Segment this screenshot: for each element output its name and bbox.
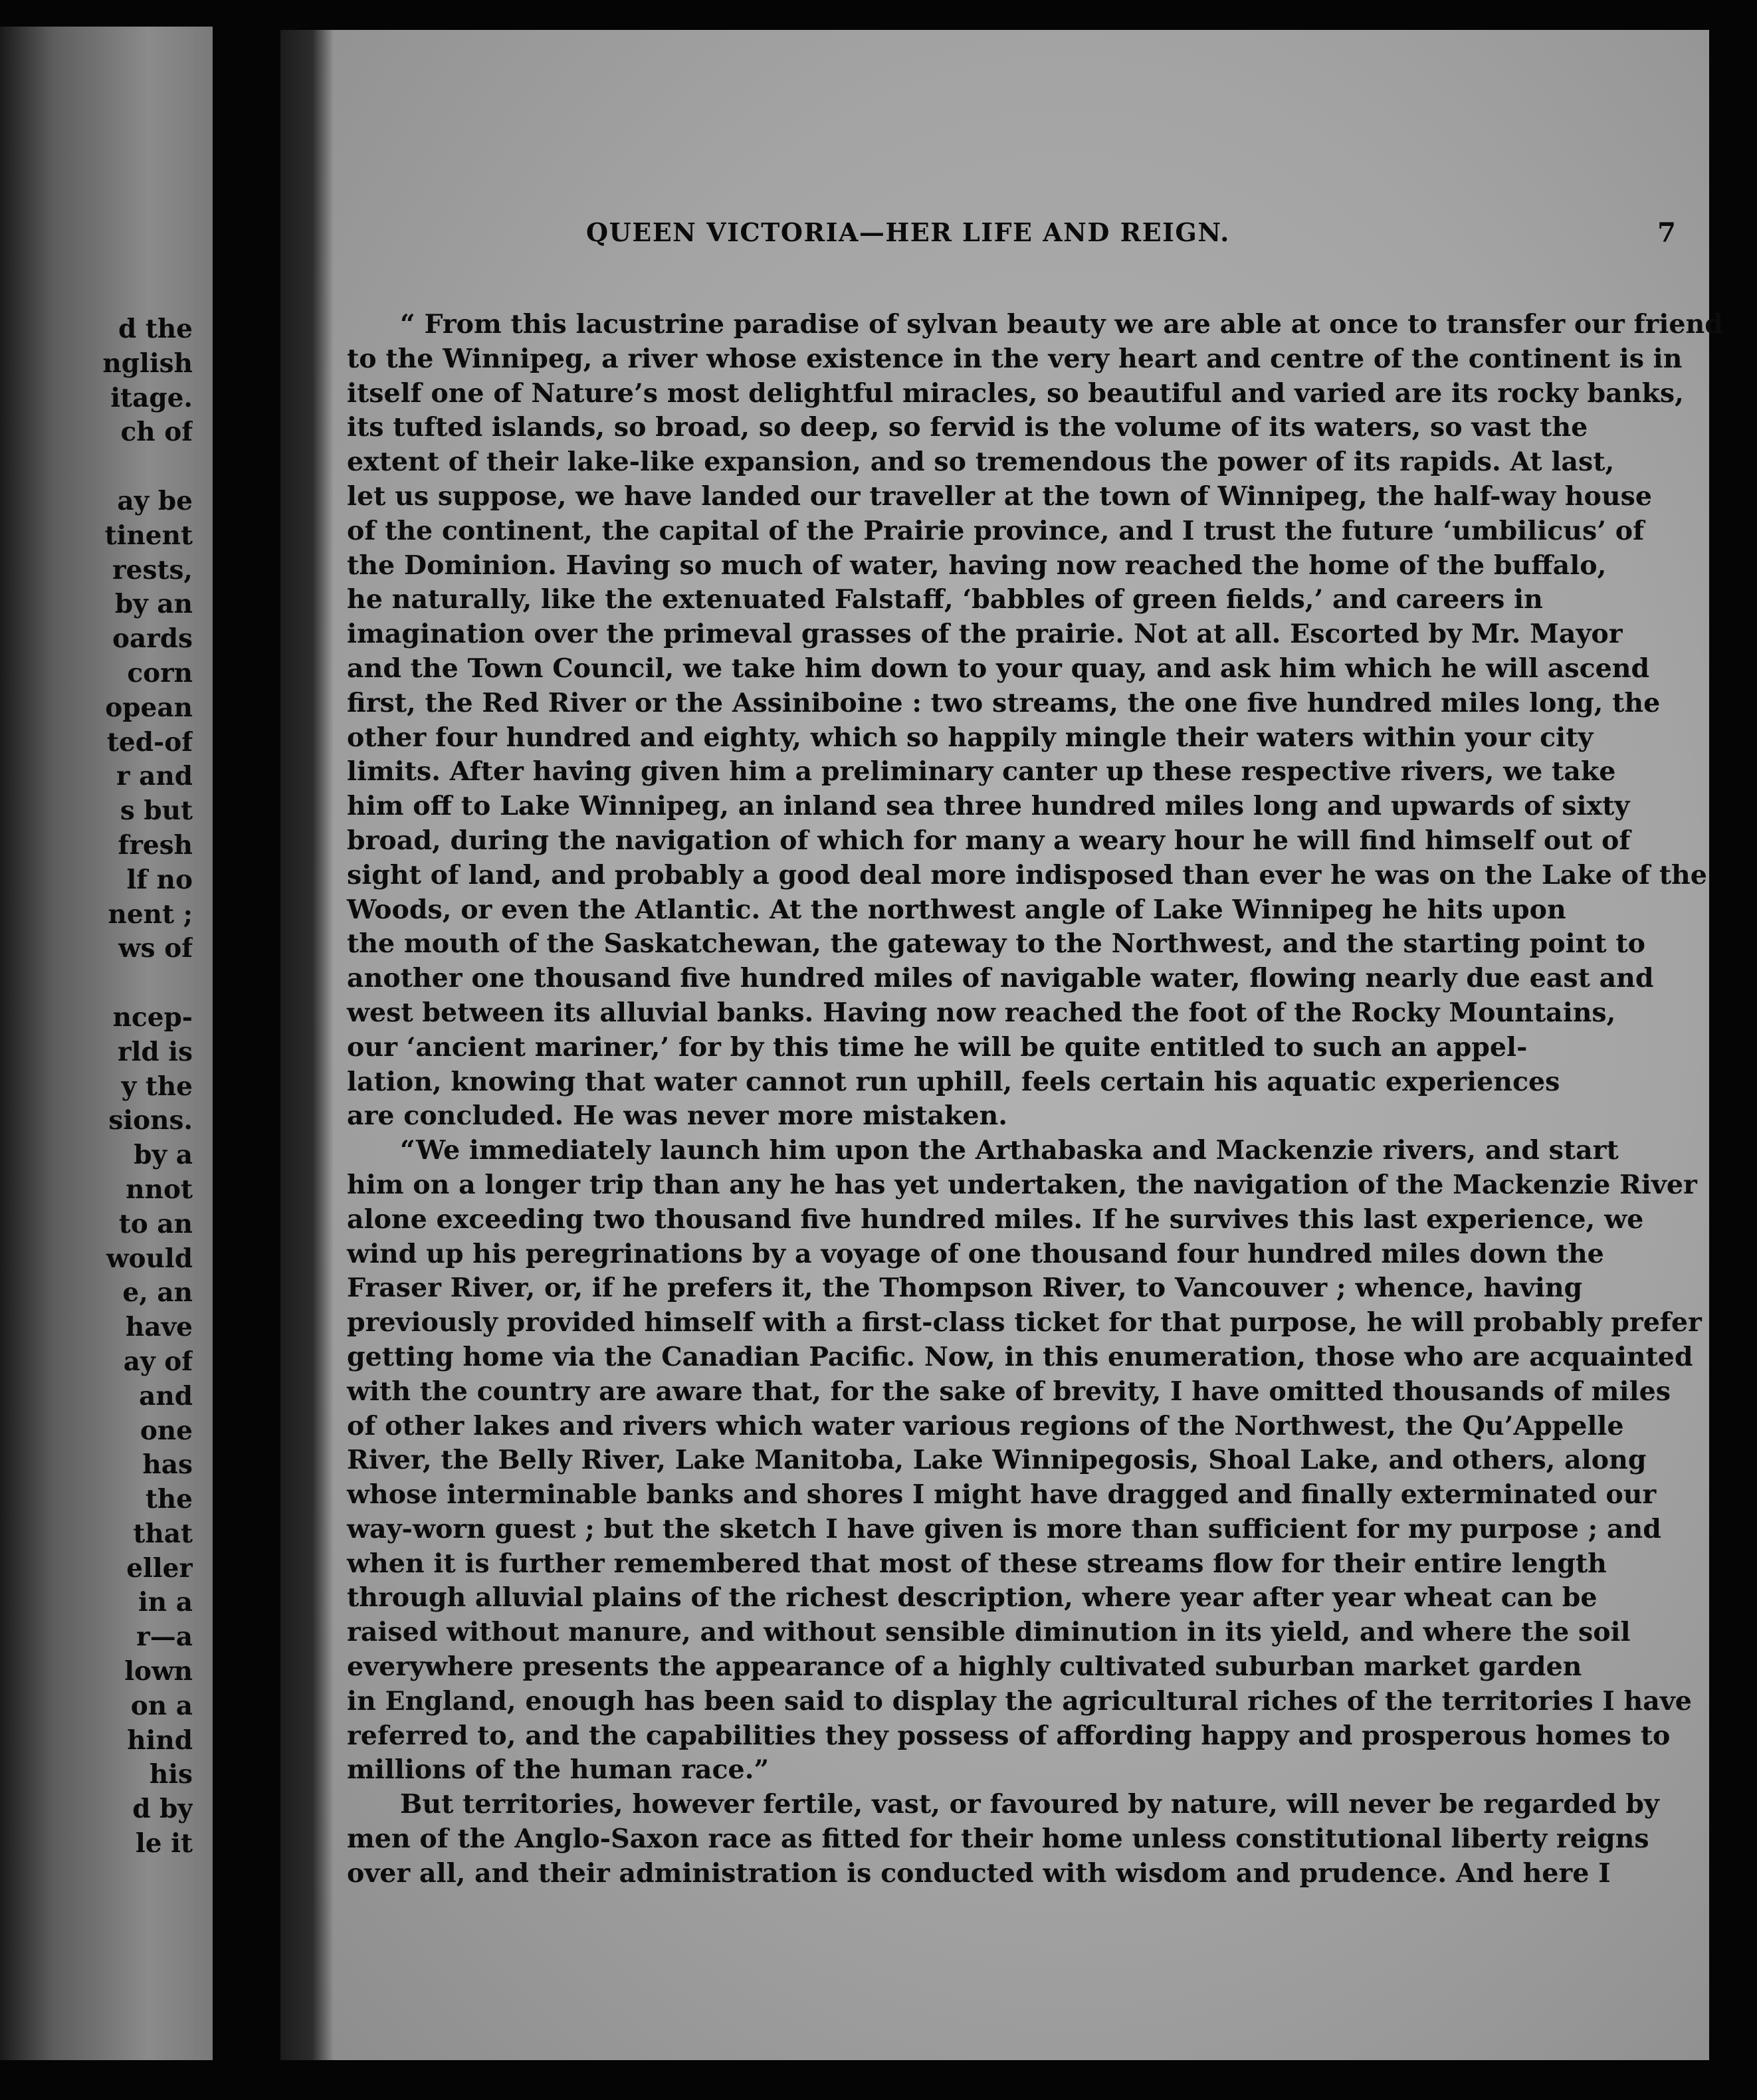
text-line: lation, knowing that water cannot run uphill, feels certain his aquatic experiences: [347, 1066, 1560, 1097]
fragment-line: and: [139, 1380, 193, 1412]
text-line: let us suppose, we have landed our traveller at the town of Winnipeg, the half-way house: [347, 480, 1652, 512]
fragment-line: one: [140, 1415, 193, 1446]
text-line: the mouth of the Saskatchewan, the gateway to the Northwest, and the starting point to: [347, 928, 1645, 960]
fragment-line: ay be: [117, 485, 193, 516]
text-line: through alluvial plains of the richest description, where year after year wheat can be: [347, 1582, 1598, 1614]
text-line: imagination over the primeval grasses of the prairie. Not at all. Escorted by Mr. Mayor: [347, 619, 1623, 650]
previous-page-fragments: [47, 312, 193, 1861]
text-line: “ From this lacustrine paradise of sylvan beauty we are able at once to transfer our friend: [400, 309, 1723, 340]
text-line: millions of the human race.”: [347, 1754, 770, 1786]
text-line: its tufted islands, so broad, so deep, so fervid is the volume of its waters, so vast the: [347, 412, 1588, 443]
text-line: raised without manure, and without sensible diminution in its yield, and where the soil: [347, 1617, 1631, 1648]
fragment-line: ay of: [123, 1346, 193, 1377]
text-line: Woods, or even the Atlantic. At the northwest angle of Lake Winnipeg he hits upon: [347, 894, 1566, 925]
fragment-line: lown: [124, 1656, 193, 1687]
text-line: sight of land, and probably a good deal more indisposed than ever he was on the Lake of the: [347, 859, 1707, 891]
fragment-line: tinent: [104, 520, 193, 551]
text-line: to the Winnipeg, a river whose existence in the very heart and centre of the continent is in: [347, 343, 1683, 374]
text-line: previously provided himself with a first-class ticket for that purpose, he will probably prefer: [347, 1307, 1702, 1338]
fragment-line: his: [149, 1759, 193, 1790]
fragment-line: rests,: [112, 554, 193, 585]
fragment-line: by a: [134, 1140, 193, 1171]
fragment-line: hind: [127, 1725, 193, 1756]
body-text: [347, 308, 1723, 1891]
fragment-line: le it: [135, 1828, 193, 1859]
text-line: of other lakes and rivers which water various regions of the Northwest, the Qu’Appelle: [347, 1410, 1624, 1441]
fragment-line: have: [125, 1312, 193, 1343]
page-number: 7: [1657, 217, 1676, 249]
text-line: first, the Red River or the Assiniboine : two streams, the one five hundred miles long, the: [347, 687, 1661, 718]
fragment-line: r—a: [136, 1622, 193, 1653]
fragment-line: nent ;: [108, 898, 193, 930]
fragment-line: opean: [105, 692, 193, 723]
text-line: everywhere presents the appearance of a highly cultivated suburban market garden: [347, 1651, 1582, 1683]
text-line: But territories, however fertile, vast, or favoured by nature, will never be regarded by: [400, 1789, 1659, 1820]
fragment-line: lf no: [126, 864, 193, 895]
fragment-line: [47, 450, 193, 484]
text-line: west between its alluvial banks. Having now reached the foot of the Rocky Mountains,: [347, 997, 1616, 1028]
text-line: the Dominion. Having so much of water, having now reached the home of the buffalo,: [347, 550, 1607, 581]
text-line: him on a longer trip than any he has yet undertaken, the navigation of the Mackenzie River: [347, 1169, 1697, 1200]
fragment-line: nnot: [126, 1174, 193, 1205]
fragment-line: nglish: [102, 348, 193, 379]
fragment-line: that: [133, 1518, 193, 1549]
fragment-line: rld is: [118, 1036, 193, 1067]
text-line: extent of their lake-like expansion, and so tremendous the power of its rapids. At last,: [347, 447, 1615, 478]
text-line: alone exceeding two thousand five hundred miles. If he survives this last experience, we: [347, 1204, 1644, 1235]
fragment-line: in a: [138, 1587, 193, 1618]
fragment-line: s but: [120, 795, 193, 827]
running-head: [347, 217, 1676, 257]
fragment-line: corn: [127, 657, 193, 688]
text-line: wind up his peregrinations by a voyage of one thousand four hundred miles down the: [347, 1238, 1604, 1269]
text-line: with the country are aware that, for the sake of brevity, I have omitted thousands of miles: [347, 1376, 1671, 1407]
text-line: men of the Anglo-Saxon race as fitted for their home unless constitutional liberty reigns: [347, 1824, 1649, 1855]
page-gutter: [213, 0, 279, 2100]
running-title: QUEEN VICTORIA—HER LIFE AND REIGN.: [586, 217, 1230, 247]
text-line: way-worn guest ; but the sketch I have given is more than sufficient for my purpose ; and: [347, 1513, 1661, 1544]
fragment-line: [47, 966, 193, 1001]
fragment-line: ws of: [118, 933, 193, 964]
text-line: over all, and their administration is conducted with wisdom and prudence. And here I: [347, 1857, 1611, 1889]
fragment-line: ted-of: [106, 726, 193, 758]
fragment-line: on a: [130, 1690, 193, 1721]
fragment-line: eller: [126, 1552, 193, 1584]
fragment-line: r and: [116, 761, 193, 792]
fragment-line: d the: [118, 314, 193, 344]
fragment-line: by an: [114, 589, 193, 620]
text-line: limits. After having given him a preliminary canter up these respective rivers, we take: [347, 756, 1616, 788]
text-line: itself one of Nature’s most delightful miracles, so beautiful and varied are its rocky banks,: [347, 377, 1684, 409]
fragment-line: d by: [132, 1794, 193, 1825]
text-line: in England, enough has been said to display the agricultural riches of the territories I have: [347, 1685, 1692, 1717]
text-line: another one thousand five hundred miles of navigable water, flowing nearly due east and: [347, 963, 1654, 994]
text-line: River, the Belly River, Lake Manitoba, Lake Winnipegosis, Shoal Lake, and others, along: [347, 1445, 1647, 1476]
fragment-line: fresh: [118, 829, 193, 861]
text-line: he naturally, like the extenuated Falstaff, ‘babbles of green fields,’ and careers in: [347, 584, 1543, 615]
fragment-line: e, an: [122, 1277, 193, 1309]
fragment-line: would: [106, 1243, 193, 1274]
fragment-line: the: [145, 1484, 193, 1515]
previous-page-edge: [0, 27, 213, 2060]
fragment-line: has: [142, 1449, 193, 1481]
text-line: getting home via the Canadian Pacific. Now, in this enumeration, those who are acquainted: [347, 1341, 1693, 1372]
fragment-line: ncep-: [112, 1001, 193, 1033]
fragment-line: y the: [121, 1071, 193, 1102]
text-line: when it is further remembered that most of these streams flow for their entire length: [347, 1548, 1607, 1579]
text-line: whose interminable banks and shores I might have dragged and finally exterminated our: [347, 1479, 1657, 1511]
text-line: and the Town Council, we take him down to your quay, and ask him which he will ascend: [347, 653, 1650, 684]
text-line: him off to Lake Winnipeg, an inland sea three hundred miles long and upwards of sixty: [347, 791, 1630, 822]
fragment-line: ch of: [120, 417, 193, 448]
page: [280, 30, 1723, 2060]
text-line: of the continent, the capital of the Prairie province, and I trust the future ‘umbilicus’ of: [347, 515, 1645, 546]
fragment-line: sions.: [108, 1105, 193, 1136]
text-line: referred to, and the capabilities they possess of affording happy and prosperous homes to: [347, 1720, 1671, 1751]
text-line: “We immediately launch him upon the Arthabaska and Mackenzie rivers, and start: [400, 1135, 1619, 1166]
fragment-line: to an: [118, 1208, 193, 1239]
text-line: our ‘ancient mariner,’ for by this time he will be quite entitled to such an appel-: [347, 1031, 1528, 1063]
fragment-line: oards: [112, 623, 193, 655]
text-line: are concluded. He was never more mistaken.: [347, 1101, 1008, 1132]
text-line: Fraser River, or, if he prefers it, the Thompson River, to Vancouver ; whence, having: [347, 1273, 1583, 1304]
text-line: broad, during the navigation of which for many a weary hour he will find himself out of: [347, 825, 1631, 856]
text-line: other four hundred and eighty, which so happily mingle their waters within your city: [347, 722, 1594, 753]
gutter-shadow: [280, 30, 334, 2060]
fragment-line: itage.: [110, 382, 193, 413]
